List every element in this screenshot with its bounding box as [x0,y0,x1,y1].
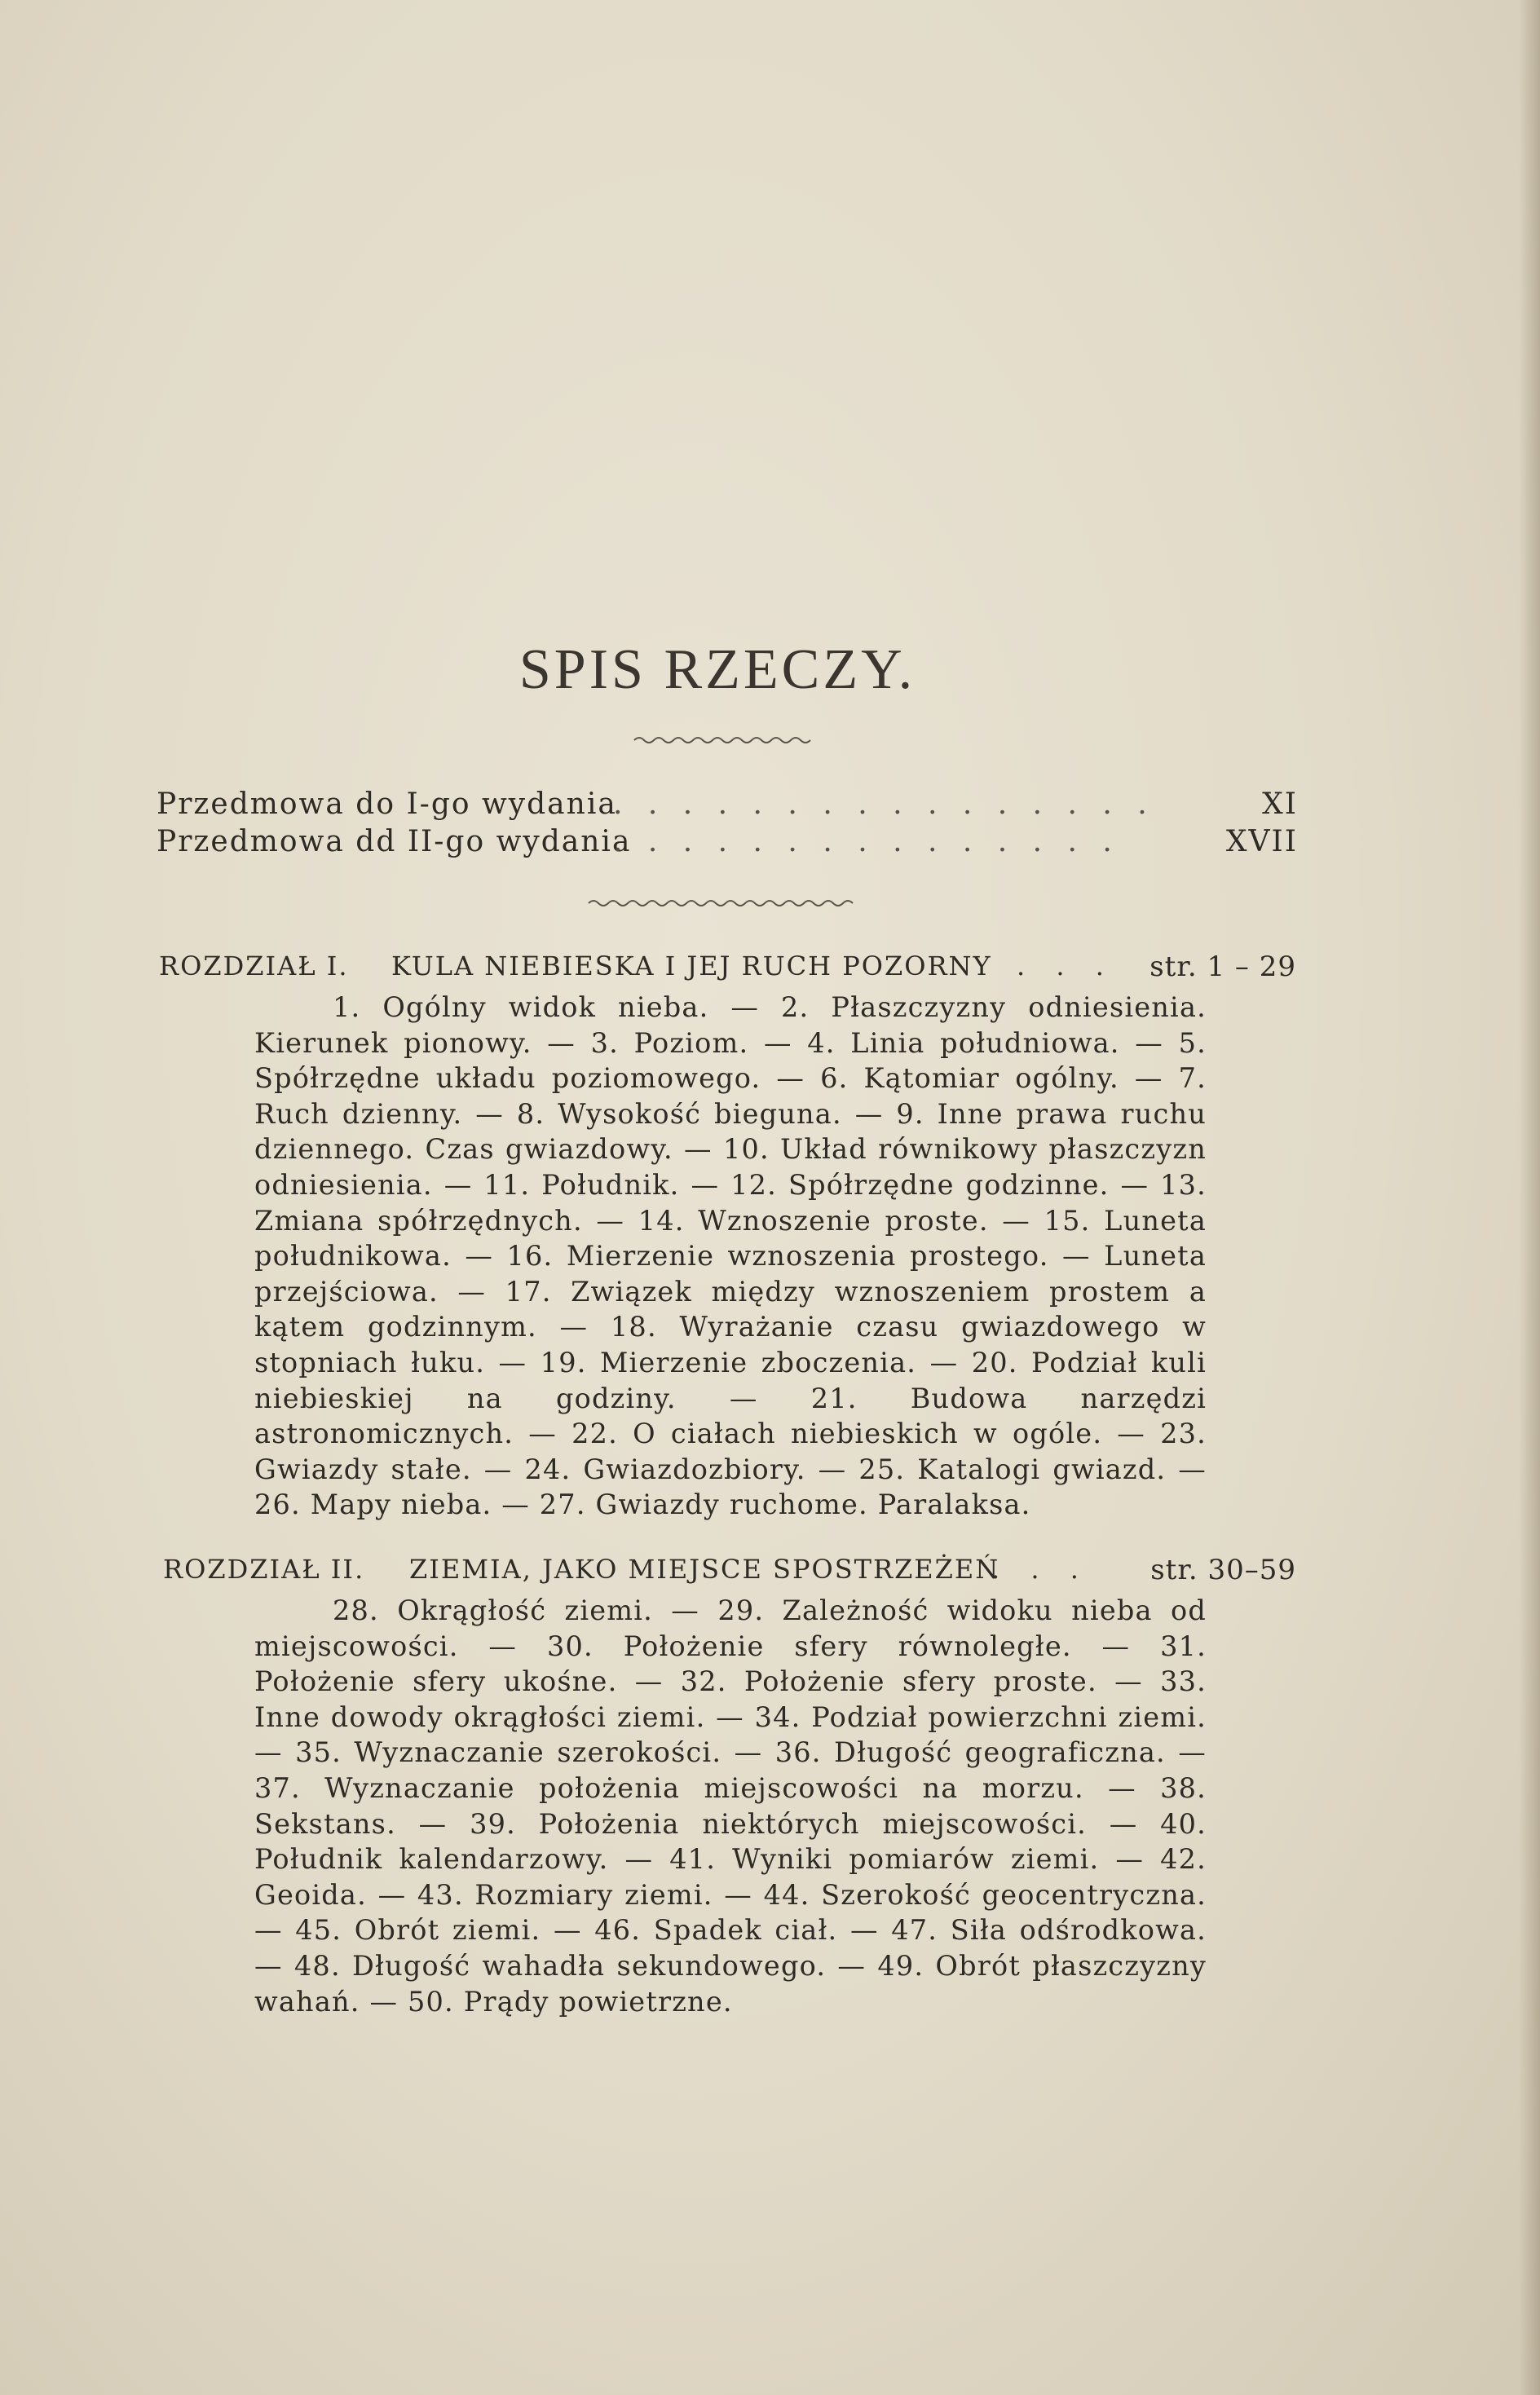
toc-leader-dots: . . . . . . . . . . . . . . . [613,825,1120,858]
section-ornament-divider [587,895,856,911]
chapter-page-range: str. 1 – 29 [1149,951,1296,983]
chapter-title: KULA NIEBIESKA I JEJ RUCH POZORNY [391,951,992,981]
toc-row-page: XVII [1225,825,1298,858]
chapter-title: ZIEMIA, JAKO MIEJSCE SPOSTRZEŻEŃ [409,1554,1000,1585]
chapter-leader-dots: . . . [1017,951,1115,981]
toc-leader-dots: . . . . . . . . . . . . . . . . [613,787,1155,821]
page-edge-shadow [1519,0,1540,2395]
chapter-label: ROZDZIAŁ II. [163,1554,365,1585]
title-ornament-divider [633,732,812,748]
chapter-1-heading [159,951,1296,988]
toc-row-label: Przedmowa do I-go wydania [157,787,617,821]
page-title: SPIS RZECZY. [518,638,916,701]
toc-row-page: XI [1262,787,1298,821]
chapter-1-contents: 1. Ogólny widok nieba. — 2. Płaszczyzny odniesienia. Kierunek pionowy. — 3. Poziom. — 4. Linia południowa. — 5. Spółrzędne układu poziomowego. — 6. Kątomiar ogólny. — 7. Ruch dzienny. — 8. Wysokość bieguna. — 9. Inne prawa ruchu dziennego. Czas gwiazdowy. — 10. Układ równikowy płaszczyzn odniesienia. — 11. Południk. — 12. Spółrzędne godzinne. — 13. Zmiana spółrzędnych. — 14. Wznoszenie proste. — 15. Luneta południkowa. — 16. Mierzenie wznoszenia prostego. — Luneta przejściowa. — 17. Związek między wznoszeniem prostem a kątem godzinnym. — 18. Wyrażanie czasu gwiazdowego w stopniach łuku. — 19. Mierzenie zboczenia. — 20. Podział kuli niebieskiej na godziny. — 21. Budowa narzędzi astronomicznych. — 22. O ciałach niebieskich w ogóle. — 23. Gwiazdy stałe. — 24. Gwiazdozbiory. — 25. Katalogi gwiazd. — 26. Mapy nieba. — 27. Gwiazdy ruchome. Paralaksa. [254,991,1207,1521]
chapter-label: ROZDZIAŁ I. [159,951,349,981]
toc-row-label: Przedmowa dd II-go wydania [157,825,632,858]
chapter-leader-dots: . . . [991,1554,1090,1585]
chapter-2-contents: 28. Okrągłość ziemi. — 29. Zależność widoku nieba od miejscowości. — 30. Położenie sfery równoległe. — 31. Położenie sfery ukośne. — 32. Położenie sfery proste. — 33. Inne dowody okrągłości ziemi. — 34. Podział powierzchni ziemi. — 35. Wyznaczanie szerokości. — 36. Długość geograficzna. — 37. Wyznaczanie położenia miejscowości na morzu. — 38. Sekstans. — 39. Położenia niektórych miejscowości. — 40. Południk kalendarzowy. — 41. Wyniki pomiarów ziemi. — 42. Geoida. — 43. Rozmiary ziemi. — 44. Szerokość geocentryczna. — 45. Obrót ziemi. — 46. Spadek ciał. — 47. Siła odśrodkowa. — 48. Długość wahadła sekundowego. — 49. Obrót płaszczyzny wahań. — 50. Prądy powietrzne. [254,1594,1207,2018]
toc-row-preface-2 [157,825,1298,864]
toc-row-preface-1 [157,787,1298,827]
chapter-2-heading [163,1554,1296,1591]
chapter-page-range: str. 30–59 [1150,1554,1296,1586]
